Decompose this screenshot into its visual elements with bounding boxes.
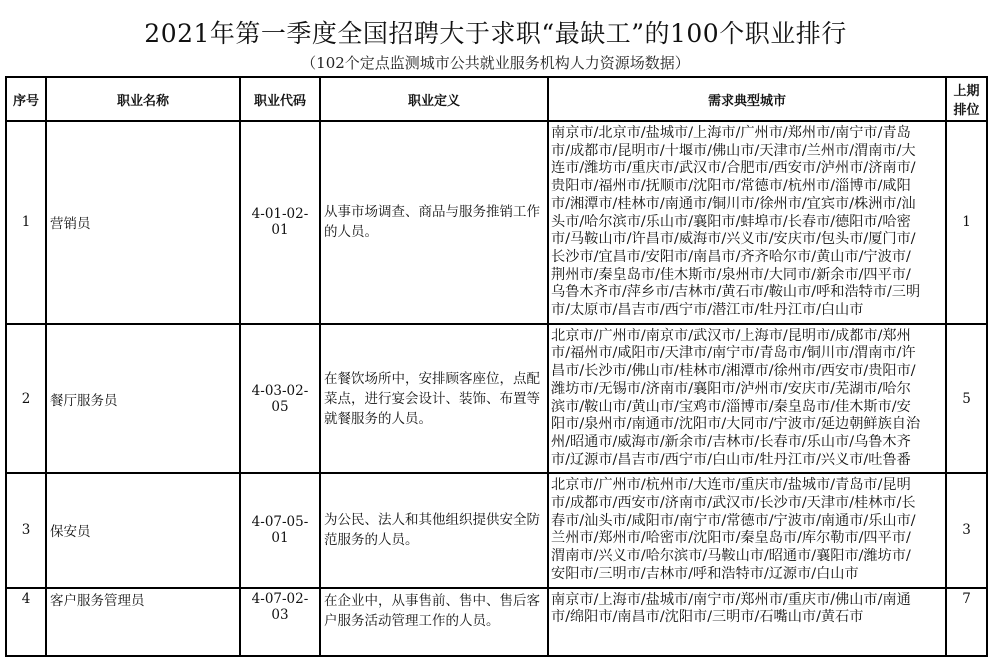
city-line: 贵阳市/福州市/抚顺市/沈阳市/常德市/杭州市/淄博市/咸阳 [551, 178, 911, 195]
city-line: 市/成都市/昆明市/十堰市/佛山市/天津市/兰州市/渭南市/大 [551, 142, 916, 159]
prev-rank-cell: 7 [946, 588, 987, 656]
city-line: 北京市/广州市/南京市/武汉市/上海市/昆明市/成都市/郑州 [551, 327, 911, 344]
header-prev-rank-line2: 排位 [953, 103, 980, 118]
city-line: 南京市/上海市/盐城市/南宁市/郑州市/重庆市/佛山市/南通 [551, 591, 911, 608]
rank-cell: 3 [6, 473, 46, 587]
page-subtitle: （102个定点监测城市公共就业服务机构人力资源场数据） [301, 54, 690, 72]
city-line: 市/福州市/咸阳市/天津市/南宁市/青岛市/铜川市/渭南市/许 [551, 345, 916, 362]
header-definition: 职业定义 [320, 77, 548, 121]
header-prev-rank-line1: 上期 [953, 84, 980, 99]
demand-cities-cell [548, 121, 946, 324]
header-rank: 序号 [6, 77, 46, 121]
city-line: 市/绵阳市/南昌市/沈阳市/三明市/石嘴山市/黄石市 [551, 609, 864, 626]
occupation-code-cell: 4-07-05-01 [240, 473, 320, 587]
city-line: 昌市/长沙市/佛山市/桂林市/湘潭市/徐州市/西安市/贵阳市/ [551, 363, 916, 380]
city-line: 渭南市/兴义市/哈尔滨市/马鞍山市/昭通市/襄阳市/潍坊市/ [551, 548, 911, 565]
city-line: 乌鲁木齐市/萍乡市/吉林市/黄石市/鞍山市/呼和浩特市/三明 [551, 284, 921, 301]
occupation-definition-cell: 为公民、法人和其他组织提供安全防范服务的人员。 [320, 473, 548, 587]
occupation-definition-cell: 在企业中，从事售前、售中、售后客户服务活动管理工作的人员。 [320, 588, 548, 656]
header-code: 职业代码 [240, 77, 320, 121]
city-line: 阳市/泉州市/南通市/沈阳市/大同市/宁波市/延边朝鲜族自治 [551, 416, 921, 433]
city-line: 州/昭通市/威海市/新余市/吉林市/长春市/乐山市/乌鲁木齐 [551, 433, 911, 450]
rank-cell: 2 [6, 324, 46, 474]
city-line: 市/马鞍山市/许昌市/威海市/兴义市/安庆市/包头市/厦门市/ [551, 231, 916, 248]
city-line: 兰州市/郑州市/哈密市/沈阳市/秦皇岛市/库尔勒市/四平市/ [551, 530, 911, 547]
occupation-ranking-table [5, 76, 988, 657]
prev-rank-cell: 5 [946, 324, 987, 474]
occupation-name-cell: 客户服务管理员 [46, 588, 240, 656]
occupation-name-cell: 餐厅服务员 [46, 324, 240, 474]
occupation-code-cell: 4-03-02-05 [240, 324, 320, 474]
city-line: 连市/潍坊市/重庆市/武汉市/合肥市/西安市/泸州市/济南市/ [551, 160, 916, 177]
header-prev-rank [946, 77, 987, 121]
header-name: 职业名称 [46, 77, 240, 121]
city-line: 市/辽源市/昌吉市/西宁市/白山市/牡丹江市/兴义市/吐鲁番 [551, 451, 911, 468]
city-line: 南京市/北京市/盐城市/上海市/广州市/郑州市/南宁市/青岛 [551, 125, 911, 141]
city-line: 北京市/广州市/杭州市/大连市/重庆市/盐城市/青岛市/昆明 [551, 477, 911, 494]
city-line: 头市/哈尔滨市/乐山市/襄阳市/蚌埠市/长春市/德阳市/哈密 [551, 213, 911, 230]
prev-rank-cell: 3 [946, 473, 987, 587]
city-line: 荆州市/秦皇岛市/佳木斯市/泉州市/大同市/新余市/四平市/ [551, 266, 911, 283]
header-cities: 需求典型城市 [548, 77, 946, 121]
table-row [6, 121, 987, 324]
demand-cities-cell [548, 473, 946, 587]
demand-cities-cell [548, 588, 946, 656]
city-line: 市/湘潭市/桂林市/南通市/铜川市/徐州市/宜宾市/株洲市/汕 [551, 195, 916, 212]
city-line: 市/成都市/西安市/济南市/武汉市/长沙市/天津市/桂林市/长 [551, 495, 916, 512]
prev-rank-cell: 1 [946, 121, 987, 324]
page-title: 2021年第一季度全国招聘大于求职“最缺工”的100个职业排行 [144, 19, 847, 48]
demand-cities-cell [548, 324, 946, 474]
city-line: 长沙市/宜昌市/安阳市/南昌市/齐齐哈尔市/黄山市/宁波市/ [551, 248, 911, 265]
city-line: 滨市/鞍山市/黄山市/宝鸡市/淄博市/秦皇岛市/佳木斯市/安 [551, 398, 911, 415]
table-row [6, 588, 987, 656]
table-row [6, 473, 987, 587]
city-line: 春市/汕头市/咸阳市/南宁市/常德市/宁波市/南通市/乐山市/ [551, 512, 916, 529]
city-line: 安阳市/三明市/吉林市/呼和浩特市/辽源市/白山市 [551, 565, 859, 582]
occupation-code-cell: 4-01-02-01 [240, 121, 320, 324]
occupation-definition-cell: 在餐饮场所中，安排顾客座位，点配菜点，进行宴会设计、装饰、布置等就餐服务的人员。 [320, 324, 548, 474]
table-row [6, 324, 987, 474]
occupation-code-cell: 4-07-02-03 [240, 588, 320, 656]
rank-cell: 1 [6, 121, 46, 324]
city-line: 市/太原市/昌吉市/西宁市/潜江市/牡丹江市/白山市 [551, 302, 864, 319]
occupation-name-cell: 营销员 [46, 121, 240, 324]
rank-cell: 4 [6, 588, 46, 656]
occupation-definition-cell: 从事市场调查、商品与服务推销工作的人员。 [320, 121, 548, 324]
table-header-row [6, 77, 987, 121]
occupation-name-cell: 保安员 [46, 473, 240, 587]
city-line: 潍坊市/无锡市/济南市/襄阳市/泸州市/安庆市/芜湖市/哈尔 [551, 380, 911, 397]
